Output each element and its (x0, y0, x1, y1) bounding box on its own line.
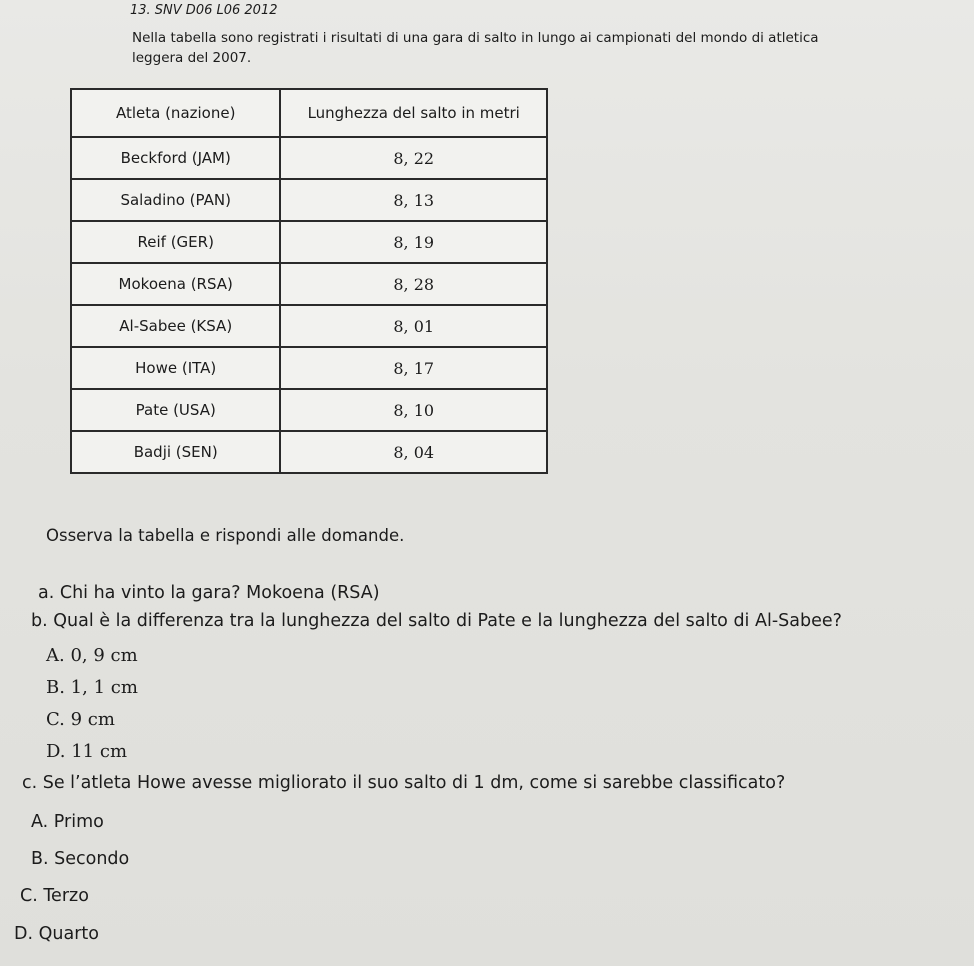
athlete-cell: Mokoena (RSA) (71, 263, 280, 305)
table-row (71, 137, 547, 179)
option-c-d: D. Quarto (14, 924, 99, 944)
question-c: c. Se l’atleta Howe avesse migliorato il suo salto di 1 dm, come si sarebbe classificato? (22, 773, 786, 793)
table-row (71, 431, 547, 473)
length-cell: 8, 28 (280, 263, 547, 305)
option-b-c: C. 9 cm (46, 709, 115, 730)
table-row (71, 305, 547, 347)
table-row (71, 389, 547, 431)
question-b: b. Qual è la differenza tra la lunghezza del salto di Pate e la lunghezza del salto di Al-Sabee? (31, 611, 842, 631)
instruction-text: Osserva la tabella e rispondi alle domande. (46, 526, 405, 545)
option-b-b: B. 1, 1 cm (46, 677, 138, 698)
length-cell: 8, 22 (280, 137, 547, 179)
question-a: a. Chi ha vinto la gara? Mokoena (RSA) (38, 583, 380, 603)
header-length: Lunghezza del salto in metri (280, 89, 547, 137)
option-c-a: A. Primo (31, 812, 104, 832)
athlete-cell: Al-Sabee (KSA) (71, 305, 280, 347)
length-cell: 8, 19 (280, 221, 547, 263)
table-row (71, 179, 547, 221)
length-cell: 8, 17 (280, 347, 547, 389)
athlete-cell: Reif (GER) (71, 221, 280, 263)
results-table (70, 88, 548, 474)
option-b-a: A. 0, 9 cm (46, 645, 138, 666)
length-cell: 8, 01 (280, 305, 547, 347)
athlete-cell: Howe (ITA) (71, 347, 280, 389)
length-cell: 8, 10 (280, 389, 547, 431)
option-b-d: D. 11 cm (46, 741, 128, 762)
intro-text: Nella tabella sono registrati i risultati di una gara di salto in lungo ai campionati del mondo di atletica leggera del 2007. (132, 30, 819, 66)
athlete-cell: Pate (USA) (71, 389, 280, 431)
header-athlete: Atleta (nazione) (71, 89, 280, 137)
athlete-cell: Beckford (JAM) (71, 137, 280, 179)
length-cell: 8, 04 (280, 431, 547, 473)
table-row (71, 263, 547, 305)
length-cell: 8, 13 (280, 179, 547, 221)
table-row (71, 221, 547, 263)
exercise-code: 13. SNV D06 L06 2012 (130, 3, 278, 18)
option-c-c: C. Terzo (20, 886, 89, 906)
table-row (71, 347, 547, 389)
athlete-cell: Badji (SEN) (71, 431, 280, 473)
option-c-b: B. Secondo (31, 849, 130, 869)
athlete-cell: Saladino (PAN) (71, 179, 280, 221)
table-header-row (71, 89, 547, 137)
